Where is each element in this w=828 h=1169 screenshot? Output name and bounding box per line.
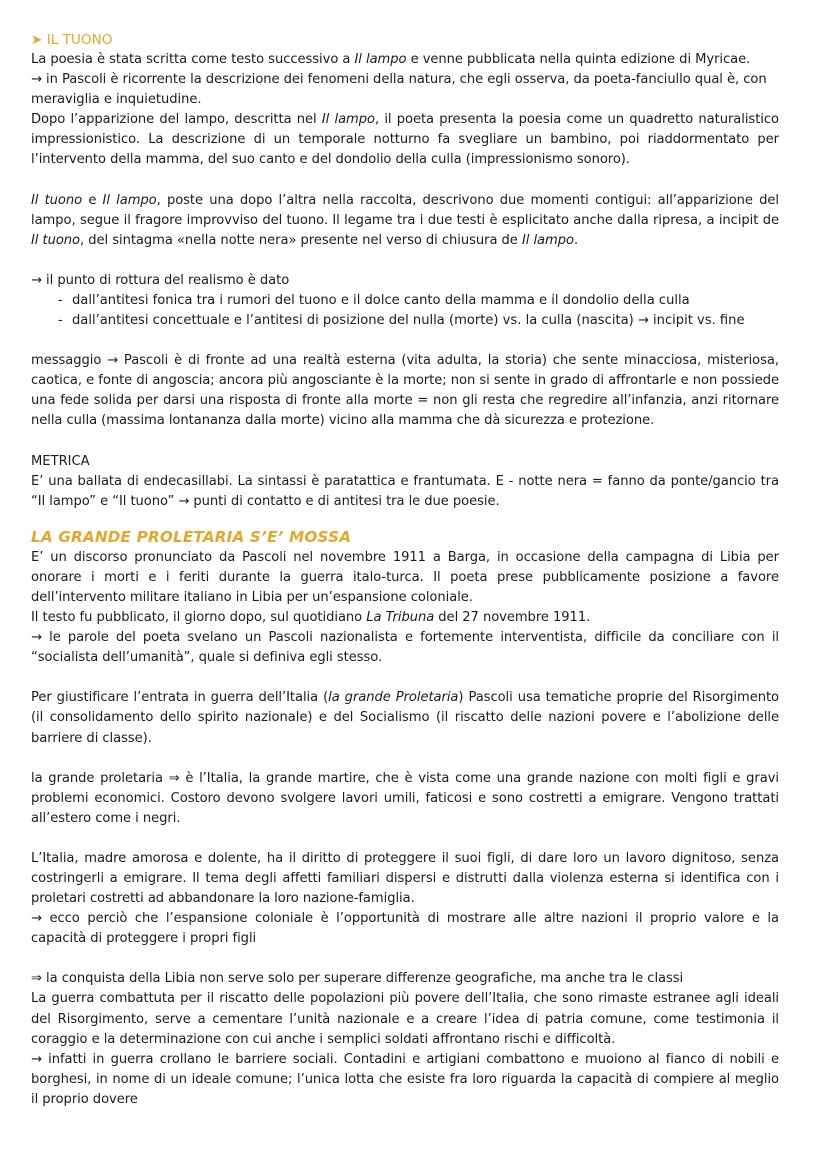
paragraph: L’Italia, madre amorosa e dolente, ha il diritto di proteggere il suoi figli, di dare loro un lavoro dignitoso, senza costringerli a emigrare. Il tema degli affetti familiari dispersi e distrutti dalla violenza esterna si identifica con i proletari costretti ad abbandonare la loro nazione-famiglia. — [31, 850, 779, 907]
paragraph: → in Pascoli è ricorrente la descrizione dei fenomeni della natura, che egli osserva, da poeta-fanciullo qual è, con meraviglia e inquietudine. — [31, 72, 767, 108]
paragraph: Dopo l’apparizione del lampo, descritta nel Il lampo, il poeta presenta la poesia come un quadretto naturalistico impressionistico. La descrizione di un temporale notturno fa svegliare un bambino, poi riaddormentato per l’intervento della mamma, del suo canto e del dondolio della culla (impressionismo sonoro). — [31, 112, 779, 168]
paragraph: → il punto di rottura del realismo è dato — [31, 272, 290, 288]
paragraph: la grande proletaria ⇒ è l’Italia, la grande martire, che è vista come una grande nazione con molti figli e gravi problemi economici. Costoro devono svolgere lavori umili, faticosi e sono costretti a emigrare. Vengono trattati all’estero come i negri. — [31, 770, 779, 826]
paragraph: La guerra combattuta per il riscatto delle popolazioni più povere dell’Italia, che sono rimaste estranee agli ideali del Risorgimento, serve a cementare l’unità nazionale e a creare l’idea di patria comune, come testimonia il coraggio e la determinazione con cui anche i semplici soldati affrontano rischi e difficoltà. — [31, 991, 779, 1047]
document-page — [31, 30, 779, 1110]
dash-list — [31, 291, 779, 331]
section-heading-il-tuono: ➤ IL TUONO — [31, 32, 113, 48]
list-item: - dall’antitesi concettuale e l’antitesi di posizione del nulla (morte) vs. la culla (nascita) → incipit vs. fine — [31, 311, 779, 331]
paragraph: messaggio → Pascoli è di fronte ad una realtà esterna (vita adulta, la storia) che sente minacciosa, misteriosa, caotica, e fonte di angoscia; ancora più angosciante è la morte; non si sente in grado di affrontarle e non possiede una fede solida per darsi una risposta di fronte alla morte = non gli resta che regredire all’infanzia, anzi ritornare nella culla (massima lontananza dalla morte) vicino alla mamma che dà sicurezza e protezione. — [31, 353, 779, 429]
paragraph: → infatti in guerra crollano le barriere sociali. Contadini e artigiani combattono e muoiono al fianco di nobili e borghesi, in nome di un ideale comune; l’unica lotta che esiste fra loro riguarda la capacità di compiere al meglio il proprio dovere — [31, 1051, 779, 1107]
metrica-heading: METRICA — [31, 453, 90, 469]
paragraph: Per giustificare l’entrata in guerra dell’Italia (la grande Proletaria) Pascoli usa tematiche proprie del Risorgimento (il consolidamento dello spirito nazionale) e del Socialismo (il riscatto delle nazioni povere e l’abolizione delle barriere di classe). — [31, 690, 780, 746]
paragraph: E’ un discorso pronunciato da Pascoli nel novembre 1911 a Barga, in occasione della campagna di Libia per onorare i morti e i feriti durante la guerra italo-turca. Il poeta prese pubblicamente posizione a favore dell’intervento militare italiano in Libia per un’espansione coloniale. — [31, 549, 779, 605]
paragraph: La poesia è stata scritta come testo successivo a Il lampo e venne pubblicata nella quinta edizione di Myricae. — [31, 52, 751, 67]
dash-bullet: - — [58, 313, 63, 329]
paragraph: → ecco perciò che l’espansione coloniale è l’opportunità di mostrare alle altre nazioni il proprio valore e la capacità di proteggere i propri figli — [31, 911, 779, 947]
section-heading-grande-proletaria: LA GRANDE PROLETARIA S’E’ MOSSA — [31, 527, 352, 546]
paragraph: E’ una ballata di endecasillabi. La sintassi è paratattica e frantumata. E - notte nera = fanno da ponte/gancio tra “Il lampo” e “Il tuono” → punti di contatto e di antitesi tra le due poesie. — [31, 473, 779, 509]
paragraph: Il testo fu pubblicato, il giorno dopo, sul quotidiano La Tribuna del 27 novembre 1911. — [31, 610, 591, 626]
paragraph: ⇒ la conquista della Libia non serve solo per superare differenze geografiche, ma anche tra le classi — [31, 971, 684, 987]
list-item: - dall’antitesi fonica tra i rumori del tuono e il dolce canto della mamma e il dondolio della culla — [31, 291, 779, 311]
dash-bullet: - — [58, 292, 63, 308]
paragraph: Il tuono e Il lampo, poste una dopo l’altra nella raccolta, descrivono due momenti contigui: all’apparizione del lampo, segue il fragore improvviso del tuono. Il legame tra i due testi è esplicitato anche dalla ripresa, a incipit de Il tuono, del sintagma «nella notte nera» presente nel verso di chiusura de Il lampo. — [31, 192, 779, 248]
paragraph: → le parole del poeta svelano un Pascoli nazionalista e fortemente interventista, difficile da conciliare con il “socialista dell’umanità”, quale si definiva egli stesso. — [31, 630, 779, 666]
